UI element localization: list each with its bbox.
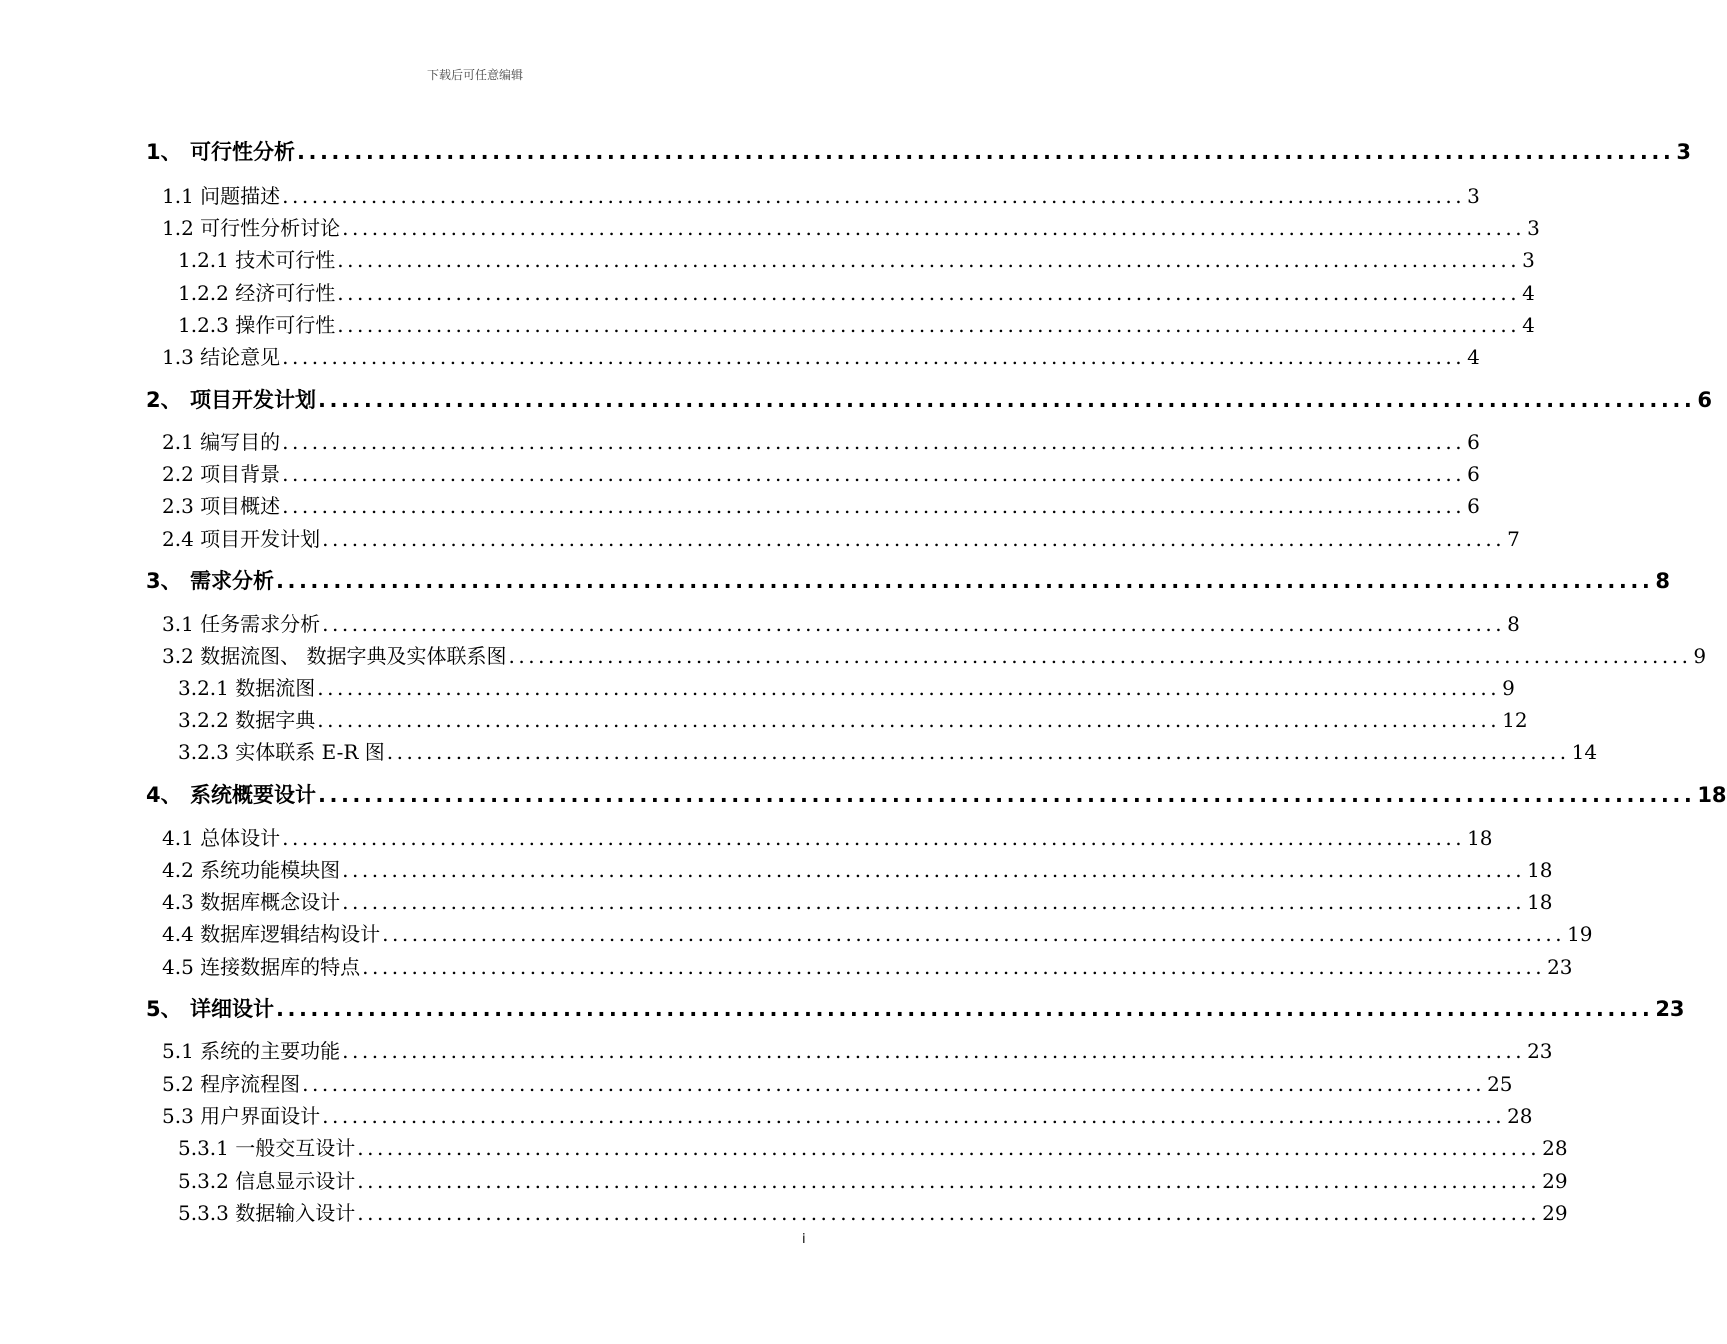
toc-entry[interactable] (178, 1197, 1568, 1226)
toc-dot-leader: ........................................................................................................................ (318, 388, 1696, 412)
toc-entry[interactable] (162, 1068, 1513, 1097)
toc-chapter-title: 需求分析 (190, 569, 274, 593)
toc-entry[interactable] (162, 886, 1553, 915)
toc-entry[interactable] (178, 672, 1515, 701)
toc-dot-leader: ........................................................................................................................ (508, 644, 1692, 668)
toc-page-number: 7 (1507, 527, 1520, 551)
toc-entry[interactable] (162, 608, 1520, 637)
toc-dot-leader: ........................................................................................................................ (382, 922, 1566, 946)
toc-entry[interactable] (146, 136, 1691, 166)
toc-chapter-number: 3、 (146, 569, 182, 593)
toc-page-number: 12 (1502, 708, 1528, 732)
toc-entry-title: 4.2 系统功能模块图 (162, 858, 341, 882)
toc-page-number: 6 (1467, 430, 1480, 454)
toc-entry[interactable] (162, 1035, 1553, 1064)
toc-dot-leader: ........................................................................................................................ (282, 494, 1466, 518)
toc-entry-title: 2.3 项目概述 (162, 494, 281, 518)
toc-entry[interactable] (162, 640, 1707, 669)
toc-page-number: 28 (1542, 1136, 1568, 1160)
toc-entry[interactable] (178, 277, 1535, 306)
toc-dot-leader: ........................................................................................................................ (322, 527, 1506, 551)
page-number: i (802, 1232, 806, 1247)
toc-entry[interactable] (162, 918, 1593, 947)
toc-chapter-number: 2、 (146, 388, 182, 412)
toc-dot-leader: ........................................................................................................................ (357, 1136, 1541, 1160)
toc-entry-title: 2.2 项目背景 (162, 462, 281, 486)
toc-page-number: 4 (1522, 281, 1535, 305)
toc-entry-title: 1.2.3 操作可行性 (178, 313, 336, 337)
toc-entry[interactable] (178, 1132, 1568, 1161)
toc-page-number: 4 (1522, 313, 1535, 337)
toc-entry-title (146, 993, 274, 1023)
toc-entry[interactable] (146, 565, 1670, 595)
toc-page-number: 8 (1655, 569, 1670, 593)
toc-entry-title: 2.1 编写目的 (162, 430, 281, 454)
toc-page-number: 3 (1522, 248, 1535, 272)
toc-dot-leader: ........................................................................................................................ (342, 216, 1526, 240)
toc-entry-title: 5.3.3 数据输入设计 (178, 1201, 356, 1225)
toc-page-number: 6 (1697, 388, 1712, 412)
toc-page-number: 3 (1527, 216, 1540, 240)
toc-dot-leader: ........................................................................................................................ (282, 826, 1466, 850)
toc-entry[interactable] (146, 993, 1685, 1023)
toc-entry-title: 1.3 结论意见 (162, 345, 281, 369)
toc-page-number: 29 (1542, 1201, 1568, 1225)
toc-entry-title: 4.5 连接数据库的特点 (162, 955, 361, 979)
toc-dot-leader: ........................................................................................................................ (342, 858, 1526, 882)
toc-entry-title: 4.3 数据库概念设计 (162, 890, 341, 914)
page-header: 下载后可任意编辑 (426, 68, 523, 82)
toc-entry[interactable] (146, 779, 1727, 809)
toc-page-number: 23 (1655, 997, 1685, 1021)
toc-dot-leader: ........................................................................................................................ (386, 740, 1570, 764)
toc-page-number: 23 (1527, 1039, 1553, 1063)
toc-entry-title: 3.2.2 数据字典 (178, 708, 316, 732)
toc-dot-leader: ........................................................................................................................ (322, 1104, 1506, 1128)
toc-page-number: 28 (1507, 1104, 1533, 1128)
toc-page-number: 18 (1697, 783, 1727, 807)
toc-entry-title: 4.1 总体设计 (162, 826, 281, 850)
toc-dot-leader: ........................................................................................................................ (276, 569, 1654, 593)
toc-page-number: 18 (1467, 826, 1493, 850)
toc-entry-title: 3.1 任务需求分析 (162, 612, 321, 636)
toc-page-number: 8 (1507, 612, 1520, 636)
toc-dot-leader: ........................................................................................................................ (342, 890, 1526, 914)
toc-dot-leader: ........................................................................................................................ (322, 612, 1506, 636)
toc-page-number: 6 (1467, 462, 1480, 486)
toc-chapter-number: 5、 (146, 997, 182, 1021)
toc-page-number: 9 (1502, 676, 1515, 700)
toc-chapter-title: 系统概要设计 (190, 783, 316, 807)
toc-entry-title: 5.2 程序流程图 (162, 1072, 301, 1096)
toc-page-number: 6 (1467, 494, 1480, 518)
toc-entry-title: 1.2.1 技术可行性 (178, 248, 336, 272)
toc-entry[interactable] (162, 822, 1493, 851)
toc-dot-leader: ........................................................................................................................ (362, 955, 1546, 979)
toc-entry-title: 4.4 数据库逻辑结构设计 (162, 922, 381, 946)
toc-entry-title: 3.2.3 实体联系 E-R 图 (178, 740, 385, 764)
toc-dot-leader: ........................................................................................................................ (357, 1169, 1541, 1193)
toc-dot-leader: ........................................................................................................................ (357, 1201, 1541, 1225)
toc-dot-leader: ........................................................................................................................ (337, 313, 1521, 337)
toc-dot-leader: ........................................................................................................................ (337, 248, 1521, 272)
toc-page-number: 18 (1527, 858, 1553, 882)
toc-chapter-number: 1、 (146, 140, 182, 164)
toc-entry[interactable] (178, 309, 1535, 338)
toc-dot-leader: ........................................................................................................................ (282, 345, 1466, 369)
toc-entry[interactable] (162, 854, 1553, 883)
toc-entry[interactable] (162, 1100, 1533, 1129)
toc-entry-title (146, 136, 295, 166)
toc-entry[interactable] (162, 212, 1540, 241)
toc-entry[interactable] (146, 384, 1712, 414)
toc-entry-title: 5.1 系统的主要功能 (162, 1039, 341, 1063)
toc-page-number: 25 (1487, 1072, 1513, 1096)
toc-page-number: 3 (1676, 140, 1691, 164)
toc-dot-leader: ........................................................................................................................ (302, 1072, 1486, 1096)
toc-entry[interactable] (178, 244, 1535, 273)
toc-entry[interactable] (162, 458, 1480, 487)
toc-page-number: 9 (1693, 644, 1707, 668)
toc-entry-title: 5.3.1 一般交互设计 (178, 1136, 356, 1160)
toc-entry-title (146, 565, 274, 595)
toc-dot-leader: ........................................................................................................................ (317, 708, 1501, 732)
toc-page-number: 29 (1542, 1169, 1568, 1193)
toc-entry[interactable] (162, 341, 1480, 370)
toc-entry-title (146, 779, 316, 809)
toc-entry-title: 5.3 用户界面设计 (162, 1104, 321, 1128)
toc-dot-leader: ........................................................................................................................ (317, 676, 1501, 700)
toc-entry-title: 1.1 问题描述 (162, 184, 281, 208)
toc-chapter-title: 详细设计 (190, 997, 274, 1021)
toc-entry[interactable] (162, 523, 1520, 552)
toc-entry[interactable] (178, 1165, 1568, 1194)
toc-entry[interactable] (162, 490, 1480, 519)
toc-entry[interactable] (162, 951, 1573, 980)
toc-entry[interactable] (178, 736, 1598, 765)
toc-entry-title: 5.3.2 信息显示设计 (178, 1169, 356, 1193)
toc-entry-title: 2.4 项目开发计划 (162, 527, 321, 551)
toc-chapter-title: 可行性分析 (190, 140, 295, 164)
toc-dot-leader: ........................................................................................................................ (342, 1039, 1526, 1063)
toc-entry[interactable] (162, 180, 1480, 209)
toc-chapter-number: 4、 (146, 783, 182, 807)
toc-dot-leader: ........................................................................................................................ (337, 281, 1521, 305)
toc-entry[interactable] (162, 426, 1480, 455)
toc-dot-leader: ........................................................................................................................ (282, 184, 1466, 208)
toc-entry[interactable] (178, 704, 1528, 733)
toc-entry-title: 1.2.2 经济可行性 (178, 281, 336, 305)
toc-page-number: 4 (1467, 345, 1480, 369)
toc-dot-leader: ........................................................................................................................ (282, 462, 1466, 486)
toc-page-number: 18 (1527, 890, 1553, 914)
toc-page-number: 19 (1567, 922, 1593, 946)
toc-entry-title (146, 384, 316, 414)
toc-entry-title: 3.2 数据流图、 数据字典及实体联系图 (162, 644, 507, 668)
toc-dot-leader: ........................................................................................................................ (276, 997, 1654, 1021)
toc-page-number: 14 (1571, 740, 1598, 764)
toc-page-number: 3 (1467, 184, 1480, 208)
toc-dot-leader: ........................................................................................................................ (318, 783, 1696, 807)
toc-entry-title: 1.2 可行性分析讨论 (162, 216, 341, 240)
toc-entry-title: 3.2.1 数据流图 (178, 676, 316, 700)
toc-page-number: 23 (1547, 955, 1573, 979)
toc-dot-leader: ........................................................................................................................ (282, 430, 1466, 454)
toc-chapter-title: 项目开发计划 (190, 388, 316, 412)
toc-dot-leader: ........................................................................................................................ (297, 140, 1675, 164)
